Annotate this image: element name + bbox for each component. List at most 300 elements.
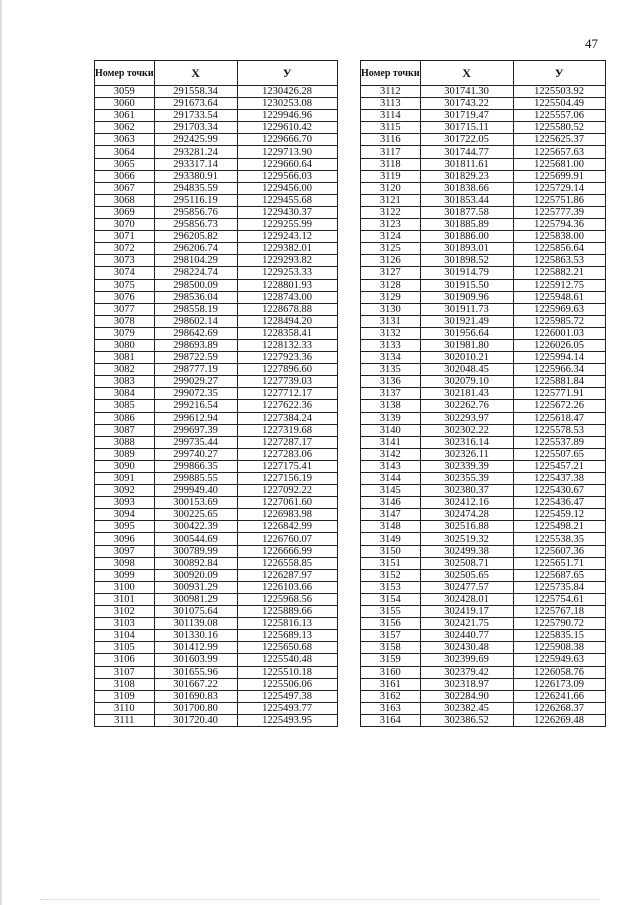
cell-x: 302326.11 (420, 448, 513, 460)
table-row (361, 98, 606, 110)
cell-x: 293317.14 (154, 158, 237, 170)
cell-point-number: 3149 (361, 533, 421, 545)
table-row (361, 618, 606, 630)
cell-y: 1225948.61 (513, 291, 605, 303)
cell-y: 1225503.92 (513, 86, 605, 98)
cell-y: 1225510.18 (237, 666, 337, 678)
cell-y: 1227622.36 (237, 400, 337, 412)
table-row (361, 533, 606, 545)
cell-x: 302048.45 (420, 364, 513, 376)
cell-x: 302412.16 (420, 497, 513, 509)
cell-x: 295856.76 (154, 206, 237, 218)
cell-x: 302474.28 (420, 509, 513, 521)
cell-y: 1225882.21 (513, 267, 605, 279)
cell-point-number: 3070 (95, 219, 155, 231)
cell-y: 1225537.89 (513, 436, 605, 448)
cell-point-number: 3150 (361, 545, 421, 557)
page-number: 47 (585, 36, 598, 51)
cell-x: 301655.96 (154, 666, 237, 678)
cell-y: 1225504.49 (513, 98, 605, 110)
table-row (361, 666, 606, 678)
table-row (361, 146, 606, 158)
cell-y: 1225578.53 (513, 424, 605, 436)
cell-x: 299216.54 (154, 400, 237, 412)
cell-x: 301603.99 (154, 654, 237, 666)
cell-x: 299740.27 (154, 448, 237, 460)
cell-x: 301412.99 (154, 642, 237, 654)
cell-y: 1226983.98 (237, 509, 337, 521)
cell-x: 300789.99 (154, 545, 237, 557)
cell-x: 298224.74 (154, 267, 237, 279)
cell-y: 1225607.36 (513, 545, 605, 557)
table-row (95, 424, 338, 436)
cell-y: 1225949.63 (513, 654, 605, 666)
table-row (95, 702, 338, 714)
coordinates-table-right (360, 60, 606, 727)
cell-point-number: 3113 (361, 98, 421, 110)
table-row (361, 182, 606, 194)
cell-y: 1226269.48 (513, 714, 605, 726)
cell-x: 301715.11 (420, 122, 513, 134)
header-x: X (420, 61, 513, 86)
cell-y: 1227923.36 (237, 352, 337, 364)
cell-x: 300931.29 (154, 581, 237, 593)
cell-x: 301921.49 (420, 315, 513, 327)
cell-x: 299735.44 (154, 436, 237, 448)
cell-point-number: 3163 (361, 702, 421, 714)
cell-point-number: 3153 (361, 581, 421, 593)
table-header-row (95, 61, 338, 86)
cell-x: 302302.22 (420, 424, 513, 436)
table-row (95, 291, 338, 303)
cell-point-number: 3137 (361, 388, 421, 400)
cell-y: 1226842.99 (237, 521, 337, 533)
cell-y: 1225969.63 (513, 303, 605, 315)
cell-x: 302316.14 (420, 436, 513, 448)
cell-x: 299072.35 (154, 388, 237, 400)
table-row (95, 593, 338, 605)
cell-x: 292425.99 (154, 134, 237, 146)
table-row (361, 509, 606, 521)
table-row (361, 86, 606, 98)
cell-x: 302339.39 (420, 460, 513, 472)
cell-point-number: 3164 (361, 714, 421, 726)
cell-y: 1230253.08 (237, 98, 337, 110)
cell-y: 1227287.17 (237, 436, 337, 448)
cell-point-number: 3124 (361, 231, 421, 243)
cell-x: 302079.10 (420, 376, 513, 388)
bottom-edge-artifact (40, 899, 600, 901)
cell-point-number: 3157 (361, 630, 421, 642)
table-row (95, 460, 338, 472)
cell-y: 1225497.38 (237, 690, 337, 702)
table-header-row (361, 61, 606, 86)
table-row (95, 400, 338, 412)
cell-y: 1229253.33 (237, 267, 337, 279)
cell-point-number: 3065 (95, 158, 155, 170)
table-row (95, 557, 338, 569)
table-row (361, 714, 606, 726)
cell-x: 298500.09 (154, 279, 237, 291)
cell-point-number: 3145 (361, 485, 421, 497)
cell-y: 1225754.61 (513, 593, 605, 605)
cell-x: 302428.01 (420, 593, 513, 605)
cell-point-number: 3059 (95, 86, 155, 98)
cell-point-number: 3142 (361, 448, 421, 460)
cell-point-number: 3116 (361, 134, 421, 146)
cell-x: 302419.17 (420, 606, 513, 618)
table-row (95, 666, 338, 678)
cell-y: 1227156.19 (237, 473, 337, 485)
cell-x: 298558.19 (154, 303, 237, 315)
cell-point-number: 3136 (361, 376, 421, 388)
cell-y: 1225881.84 (513, 376, 605, 388)
cell-y: 1229382.01 (237, 243, 337, 255)
cell-y: 1229455.68 (237, 194, 337, 206)
header-point-number: Номер точки (361, 61, 421, 86)
cell-point-number: 3140 (361, 424, 421, 436)
cell-point-number: 3148 (361, 521, 421, 533)
cell-y: 1225672.26 (513, 400, 605, 412)
cell-point-number: 3129 (361, 291, 421, 303)
cell-y: 1229243.12 (237, 231, 337, 243)
cell-point-number: 3144 (361, 473, 421, 485)
table-row (361, 158, 606, 170)
cell-x: 296206.74 (154, 243, 237, 255)
cell-point-number: 3079 (95, 327, 155, 339)
cell-y: 1225493.95 (237, 714, 337, 726)
cell-y: 1227712.17 (237, 388, 337, 400)
cell-x: 301886.00 (420, 231, 513, 243)
table-row (361, 400, 606, 412)
cell-point-number: 3122 (361, 206, 421, 218)
table-row (361, 303, 606, 315)
cell-point-number: 3108 (95, 678, 155, 690)
cell-x: 301139.08 (154, 618, 237, 630)
cell-y: 1226268.37 (513, 702, 605, 714)
cell-point-number: 3093 (95, 497, 155, 509)
cell-x: 298693.89 (154, 339, 237, 351)
cell-x: 301690.83 (154, 690, 237, 702)
cell-y: 1229566.03 (237, 170, 337, 182)
cell-x: 302499.38 (420, 545, 513, 557)
cell-x: 301898.52 (420, 255, 513, 267)
cell-y: 1228743.00 (237, 291, 337, 303)
cell-x: 301838.66 (420, 182, 513, 194)
cell-x: 293281.24 (154, 146, 237, 158)
cell-point-number: 3123 (361, 219, 421, 231)
cell-x: 302181.43 (420, 388, 513, 400)
cell-point-number: 3114 (361, 110, 421, 122)
table-row (95, 533, 338, 545)
table-row (361, 702, 606, 714)
table-row (95, 690, 338, 702)
cell-x: 300225.65 (154, 509, 237, 521)
cell-point-number: 3102 (95, 606, 155, 618)
cell-y: 1228358.41 (237, 327, 337, 339)
cell-y: 1228494.20 (237, 315, 337, 327)
cell-y: 1225689.13 (237, 630, 337, 642)
cell-y: 1225557.06 (513, 110, 605, 122)
cell-x: 302399.69 (420, 654, 513, 666)
table-row (95, 678, 338, 690)
cell-point-number: 3087 (95, 424, 155, 436)
cell-point-number: 3073 (95, 255, 155, 267)
table-row (95, 376, 338, 388)
cell-point-number: 3097 (95, 545, 155, 557)
table-row (361, 485, 606, 497)
cell-point-number: 3133 (361, 339, 421, 351)
cell-x: 302382.45 (420, 702, 513, 714)
cell-point-number: 3147 (361, 509, 421, 521)
cell-y: 1225580.52 (513, 122, 605, 134)
cell-y: 1225994.14 (513, 352, 605, 364)
table-row (95, 352, 338, 364)
cell-point-number: 3160 (361, 666, 421, 678)
table-row (361, 593, 606, 605)
cell-y: 1229666.70 (237, 134, 337, 146)
table-row (361, 412, 606, 424)
table-row (361, 279, 606, 291)
cell-x: 300892.84 (154, 557, 237, 569)
table-row (95, 412, 338, 424)
cell-x: 296205.82 (154, 231, 237, 243)
cell-y: 1228678.88 (237, 303, 337, 315)
cell-point-number: 3158 (361, 642, 421, 654)
table-row (361, 545, 606, 557)
cell-point-number: 3130 (361, 303, 421, 315)
cell-x: 301741.30 (420, 86, 513, 98)
table-row (95, 606, 338, 618)
cell-x: 301909.96 (420, 291, 513, 303)
cell-point-number: 3135 (361, 364, 421, 376)
cell-x: 302284.90 (420, 690, 513, 702)
cell-x: 299612.94 (154, 412, 237, 424)
cell-point-number: 3069 (95, 206, 155, 218)
cell-point-number: 3060 (95, 98, 155, 110)
table-row (95, 545, 338, 557)
cell-y: 1229713.90 (237, 146, 337, 158)
cell-point-number: 3111 (95, 714, 155, 726)
cell-point-number: 3120 (361, 182, 421, 194)
cell-x: 301829.23 (420, 170, 513, 182)
cell-y: 1225966.34 (513, 364, 605, 376)
cell-y: 1225968.56 (237, 593, 337, 605)
cell-y: 1226058.76 (513, 666, 605, 678)
cell-point-number: 3092 (95, 485, 155, 497)
cell-x: 302380.37 (420, 485, 513, 497)
table-row (361, 267, 606, 279)
cell-point-number: 3162 (361, 690, 421, 702)
cell-point-number: 3138 (361, 400, 421, 412)
cell-point-number: 3101 (95, 593, 155, 605)
table-row (361, 642, 606, 654)
cell-point-number: 3083 (95, 376, 155, 388)
cell-y: 1226026.05 (513, 339, 605, 351)
cell-x: 301877.58 (420, 206, 513, 218)
cell-x: 302386.52 (420, 714, 513, 726)
table-row (361, 206, 606, 218)
table-row (95, 122, 338, 134)
cell-y: 1226241.66 (513, 690, 605, 702)
cell-y: 1226287.97 (237, 569, 337, 581)
cell-x: 299885.55 (154, 473, 237, 485)
cell-x: 298777.19 (154, 364, 237, 376)
table-row (95, 146, 338, 158)
table-row (361, 327, 606, 339)
cell-point-number: 3084 (95, 388, 155, 400)
cell-point-number: 3159 (361, 654, 421, 666)
table-row (361, 170, 606, 182)
header-point-number: Номер точки (95, 61, 155, 86)
table-row (95, 134, 338, 146)
cell-point-number: 3134 (361, 352, 421, 364)
cell-y: 1225650.68 (237, 642, 337, 654)
table-row (95, 170, 338, 182)
cell-x: 299697.39 (154, 424, 237, 436)
table-row (95, 521, 338, 533)
cell-x: 302318.97 (420, 678, 513, 690)
table-row (361, 654, 606, 666)
cell-x: 295856.73 (154, 219, 237, 231)
table-row (361, 315, 606, 327)
cell-point-number: 3146 (361, 497, 421, 509)
cell-x: 301885.89 (420, 219, 513, 231)
cell-point-number: 3066 (95, 170, 155, 182)
cell-point-number: 3075 (95, 279, 155, 291)
cell-y: 1225794.36 (513, 219, 605, 231)
cell-x: 301330.16 (154, 630, 237, 642)
cell-point-number: 3100 (95, 581, 155, 593)
cell-y: 1225618.47 (513, 412, 605, 424)
cell-y: 1226001.03 (513, 327, 605, 339)
cell-x: 302516.88 (420, 521, 513, 533)
cell-point-number: 3098 (95, 557, 155, 569)
table-row (95, 158, 338, 170)
cell-x: 298536.04 (154, 291, 237, 303)
table-row (361, 122, 606, 134)
table-row (95, 86, 338, 98)
cell-y: 1227175.41 (237, 460, 337, 472)
cell-x: 291703.34 (154, 122, 237, 134)
cell-point-number: 3094 (95, 509, 155, 521)
cell-y: 1225657.63 (513, 146, 605, 158)
table-row (361, 569, 606, 581)
cell-point-number: 3131 (361, 315, 421, 327)
cell-point-number: 3127 (361, 267, 421, 279)
cell-x: 301700.80 (154, 702, 237, 714)
cell-x: 301720.40 (154, 714, 237, 726)
cell-point-number: 3154 (361, 593, 421, 605)
cell-x: 300544.69 (154, 533, 237, 545)
table-row (361, 630, 606, 642)
cell-point-number: 3078 (95, 315, 155, 327)
table-row (95, 339, 338, 351)
table-row (361, 557, 606, 569)
cell-y: 1225506.06 (237, 678, 337, 690)
cell-x: 298104.29 (154, 255, 237, 267)
cell-point-number: 3082 (95, 364, 155, 376)
cell-x: 291733.54 (154, 110, 237, 122)
cell-point-number: 3161 (361, 678, 421, 690)
cell-x: 298642.69 (154, 327, 237, 339)
cell-point-number: 3128 (361, 279, 421, 291)
coordinates-table-left (94, 60, 338, 727)
table-row (95, 243, 338, 255)
cell-y: 1225498.21 (513, 521, 605, 533)
cell-point-number: 3095 (95, 521, 155, 533)
cell-point-number: 3155 (361, 606, 421, 618)
table-row (361, 581, 606, 593)
cell-point-number: 3062 (95, 122, 155, 134)
cell-point-number: 3080 (95, 339, 155, 351)
table-row (95, 618, 338, 630)
cell-point-number: 3143 (361, 460, 421, 472)
cell-y: 1225540.48 (237, 654, 337, 666)
cell-y: 1230426.28 (237, 86, 337, 98)
cell-point-number: 3109 (95, 690, 155, 702)
cell-y: 1225735.84 (513, 581, 605, 593)
cell-x: 300153.69 (154, 497, 237, 509)
cell-y: 1225493.77 (237, 702, 337, 714)
cell-x: 302010.21 (420, 352, 513, 364)
cell-y: 1225430.67 (513, 485, 605, 497)
cell-y: 1227061.60 (237, 497, 337, 509)
table-row (361, 678, 606, 690)
cell-point-number: 3139 (361, 412, 421, 424)
cell-x: 301981.80 (420, 339, 513, 351)
cell-point-number: 3107 (95, 666, 155, 678)
cell-y: 1225459.12 (513, 509, 605, 521)
table-row (95, 267, 338, 279)
cell-y: 1225771.91 (513, 388, 605, 400)
cell-point-number: 3096 (95, 533, 155, 545)
cell-x: 299029.27 (154, 376, 237, 388)
cell-y: 1225777.39 (513, 206, 605, 218)
cell-point-number: 3132 (361, 327, 421, 339)
cell-point-number: 3067 (95, 182, 155, 194)
cell-y: 1225651.71 (513, 557, 605, 569)
cell-y: 1225699.91 (513, 170, 605, 182)
header-y: У (237, 61, 337, 86)
cell-y: 1225687.65 (513, 569, 605, 581)
cell-point-number: 3104 (95, 630, 155, 642)
cell-y: 1225790.72 (513, 618, 605, 630)
cell-y: 1229255.99 (237, 219, 337, 231)
cell-x: 302293.97 (420, 412, 513, 424)
cell-x: 291558.34 (154, 86, 237, 98)
cell-y: 1225681.00 (513, 158, 605, 170)
table-row (95, 327, 338, 339)
cell-point-number: 3081 (95, 352, 155, 364)
cell-x: 301911.73 (420, 303, 513, 315)
table-row (361, 376, 606, 388)
table-row (95, 315, 338, 327)
cell-y: 1226666.99 (237, 545, 337, 557)
table-row (361, 460, 606, 472)
table-row (95, 219, 338, 231)
cell-y: 1229293.82 (237, 255, 337, 267)
table-row (95, 279, 338, 291)
cell-point-number: 3112 (361, 86, 421, 98)
cell-y: 1225838.00 (513, 231, 605, 243)
cell-y: 1225912.75 (513, 279, 605, 291)
table-row (361, 436, 606, 448)
cell-x: 302519.32 (420, 533, 513, 545)
table-row (95, 98, 338, 110)
table-row (95, 206, 338, 218)
table-row (95, 497, 338, 509)
